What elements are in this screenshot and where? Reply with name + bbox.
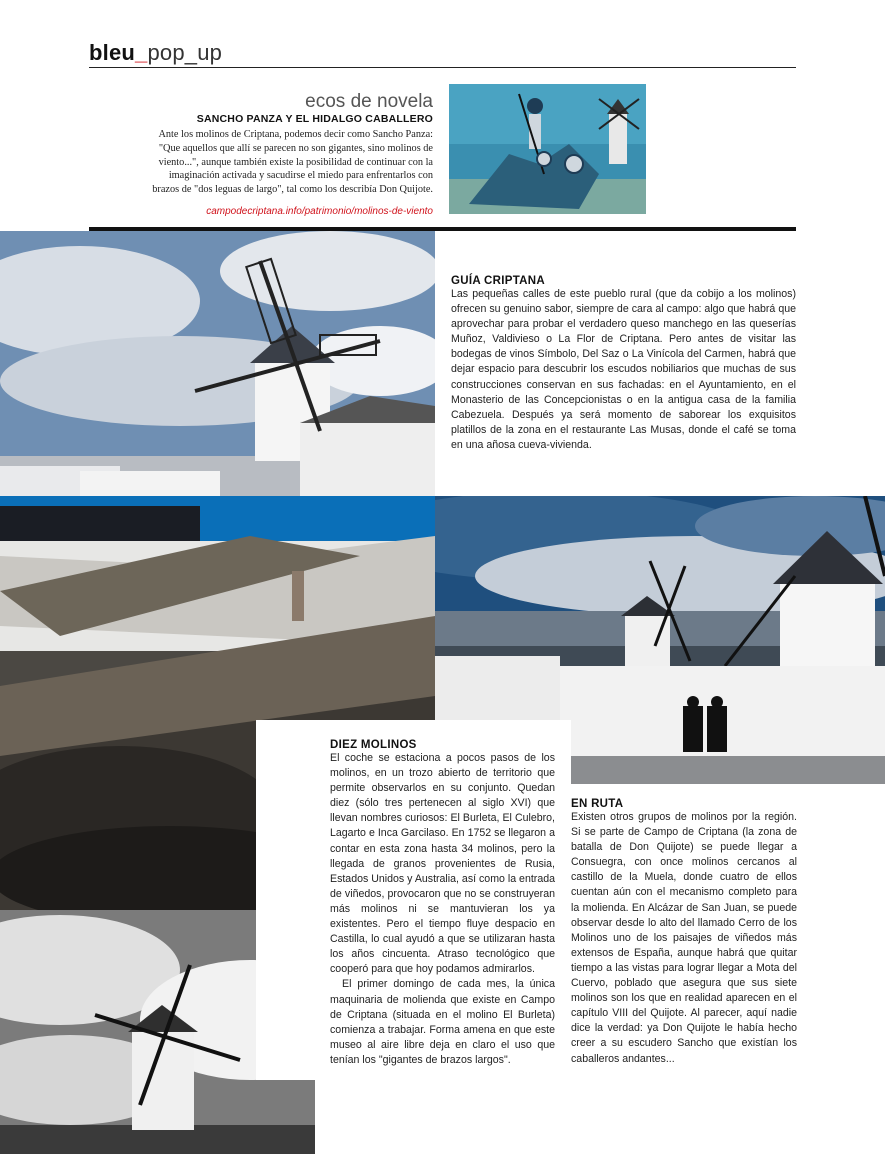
diez-molinos-section bbox=[330, 739, 555, 1068]
windmill-photo-top bbox=[0, 231, 435, 496]
diez-heading: DIEZ MOLINOS bbox=[330, 739, 417, 751]
don-quijote-painting bbox=[449, 84, 646, 214]
ecos-link[interactable]: campodecriptana.info/patrimonio/molinos-de-viento bbox=[206, 206, 433, 217]
brand-separator: _ bbox=[135, 40, 148, 65]
guia-body: Las pequeñas calles de este pueblo rural (que da cobijo a los molinos) ofrecen su genuino sabor, siempre de cara al campo: algo que habrá que aprovechar para probar el verdadero queso manchego en las queserías Muñoz, Valdivieso o La Flor de Criptana. Pero antes de visitar las bodegas de vinos Símbolo, Del Saz o La Vinícola del Carmen, habrá que dejar espacio para descubrir los escudos nobiliarios que muchas de sus construcciones conservan en sus fachadas: en el Ayuntamiento, en el Monasterio de las Concepcionistas o en la antigua casa de la familia Cabezuela. Después ya será momento de saborear los exquisitos platillos de la zona en el restaurante Las Musas, donde el café se toma en una añosa cueva-vivienda. bbox=[451, 288, 796, 451]
ecos-title: ecos de novela bbox=[305, 91, 433, 112]
diez-paragraph-1: El coche se estaciona a pocos pasos de los molinos, en un trozo abierto de territorio que permite observarlos en su conjunto. Quedan diez (sólo tres pertenecen al siglo XVI) que llevan nombres curiosos: El Burleta, El Culebro, Lagarto e Inca Garcilaso. En 1752 se llegaron a contar en esta zona hasta 34 molinos, pero la llegada de granos provenientes de Rusia, Estados Unidos y Australia, así como la entrada de viñedos, provocaron que no se construyeran más molinos ni se mantuvieran los ya existentes. Pero el tiempo fluye despacio en Castilla, lo cual ayudó a que se utilizaran hasta los años cincuenta. Atraso tecnológico que cooperó para que hoy podamos admirarlos. bbox=[330, 752, 555, 976]
magazine-section-header bbox=[89, 40, 222, 66]
header-rule bbox=[89, 67, 796, 68]
ruta-body: Existen otros grupos de molinos por la región. Si se parte de Campo de Criptana (la zona de batalla de Don Quijote) se puede llegar a Consuegra, con once molinos cercanos al castillo de la Muela, donde cuatro de ellos cuentan aún con el mecanismo completo para la molienda. En Alcázar de San Juan, se puede observar desde lo alto del llamado Cerro de los Molinos uno de los paisajes de viñedos más extensos de España, aunque habrá que quitar tiempo a las vistas para lograr llegar a Mota del Cuervo, poblado que asegura que sus siete molinos son los que en realidad aparecen en el capítulo VIII del Quijote. Al parecer, aquí nadie dice la verdad: ya Don Quijote le había hecho creer a su escudero Sancho que existían los caballeros andantes... bbox=[571, 811, 797, 1065]
guia-criptana-section bbox=[451, 275, 796, 453]
diez-paragraph-2: El primer domingo de cada mes, la única maquinaria de molienda que existe en Campo de Criptana (situada en el molino El Burleta) comienza a trabajar. Forma amena en que este museo al aire libre deja en claro el uso que tenían los "gigantes de brazos largos". bbox=[330, 978, 555, 1066]
ruta-heading: EN RUTA bbox=[571, 798, 624, 810]
ecos-subtitle: SANCHO PANZA Y EL HIDALGO CABALLERO bbox=[196, 113, 433, 125]
en-ruta-section bbox=[571, 798, 797, 1067]
ecos-body: Ante los molinos de Criptana, podemos decir como Sancho Panza: "Que aquellos que allí se parecen no son gigantes, sino molinos de viento...", aunque también existe la posibilidad de continuar con la imaginación activada y sacudirse el miedo para enfrentarlos con brazos de "dos leguas de largo", tal como los describía Don Quijote. bbox=[152, 129, 433, 196]
brand-name: bleu bbox=[89, 40, 136, 65]
section-name: pop_up bbox=[147, 40, 223, 65]
guia-heading: GUÍA CRIPTANA bbox=[451, 275, 545, 287]
